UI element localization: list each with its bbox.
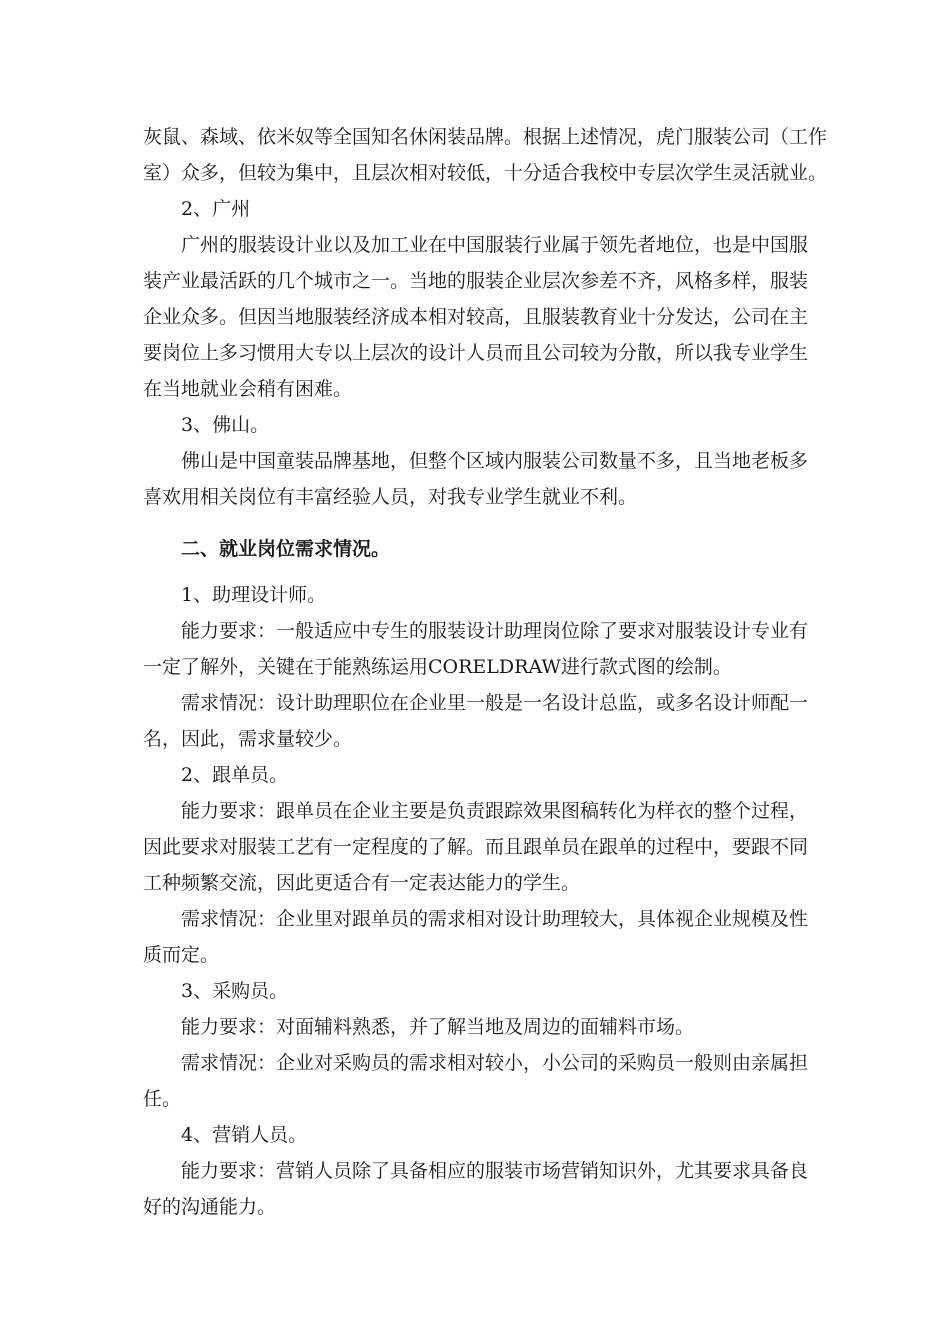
paragraph-line: 广州的服装设计业以及加工业在中国服装行业属于领先者地位，也是中国服 [181,234,809,256]
paragraph-line: 好的沟通能力。 [143,1196,277,1218]
paragraph-line: 装产业最活跃的几个城市之一。当地的服装企业层次参差不齐，风格多样，服装 [143,270,809,292]
main-heading: 二、就业岗位需求情况。 [181,538,391,560]
paragraph-line: 能力要求：营销人员除了具备相应的服装市场营销知识外，尤其要求具备良 [181,1160,809,1182]
paragraph-line: 需求情况：企业对采购员的需求相对较小，小公司的采购员一般则由亲属担 [181,1052,809,1074]
paragraph-line: 因此要求对服装工艺有一定程度的了解。而且跟单员在跟单的过程中，要跟不同 [143,836,809,858]
paragraph-line: 室）众多，但较为集中，且层次相对较低，十分适合我校中专层次学生灵活就业。 [143,162,828,184]
paragraph-line: 名，因此，需求量较少。 [143,728,353,750]
paragraph-line: 任。 [143,1088,182,1110]
paragraph-line: 能力要求：跟单员在企业主要是负责跟踪效果图稿转化为样衣的整个过程， [181,800,809,822]
paragraph-line: 灰鼠、森域、依米奴等全国知名休闲装品牌。根据上述情况，虎门服装公司（工作 [143,126,828,148]
section-heading: 4、营销人员。 [181,1124,308,1146]
paragraph-line: 能力要求：一般适应中专生的服装设计助理岗位除了要求对服装设计专业有 [181,620,809,642]
section-heading: 2、广州 [181,198,251,220]
paragraph-line: 需求情况：企业里对跟单员的需求相对设计助理较大，具体视企业规模及性 [181,908,809,930]
section-heading: 1、助理设计师。 [181,584,327,606]
paragraph-line: 工种频繁交流，因此更适合有一定表达能力的学生。 [143,872,581,894]
section-heading: 3、佛山。 [181,414,270,436]
section-heading: 3、采购员。 [181,980,289,1002]
paragraph-line: 质而定。 [143,944,220,966]
paragraph-line: 在当地就业会稍有困难。 [143,378,353,400]
paragraph-line: 佛山是中国童装品牌基地，但整个区域内服装公司数量不多，且当地老板多 [181,450,809,472]
paragraph-line: 企业众多。但因当地服装经济成本相对较高，且服装教育业十分发达，公司在主 [143,306,809,328]
paragraph-line: 要岗位上多习惯用大专以上层次的设计人员而且公司较为分散，所以我专业学生 [143,342,809,364]
paragraph-line: 能力要求：对面辅料熟悉，并了解当地及周边的面辅料市场。 [181,1016,695,1038]
paragraph-line: 需求情况：设计助理职位在企业里一般是一名设计总监，或多名设计师配一 [181,692,809,714]
paragraph-line: 喜欢用相关岗位有丰富经验人员，对我专业学生就业不利。 [143,486,638,508]
paragraph-line: 一定了解外，关键在于能熟练运用CORELDRAW进行款式图的绘制。 [143,656,732,678]
section-heading: 2、跟单员。 [181,764,289,786]
